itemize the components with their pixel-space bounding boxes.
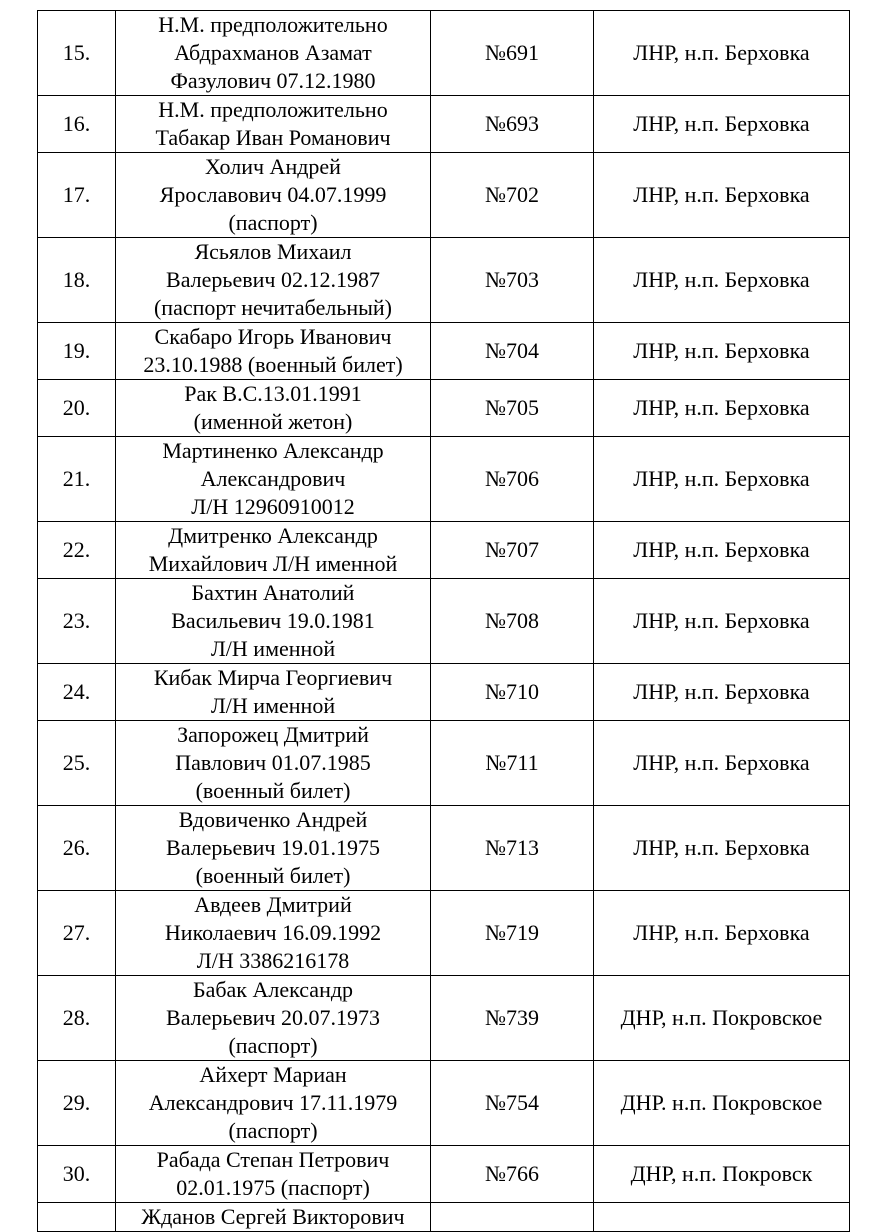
table-row (38, 721, 850, 806)
person-line: Айхерт Мариан (199, 1062, 347, 1087)
person-line: (паспорт) (228, 1033, 318, 1058)
person-line: 23.10.1988 (военный билет) (143, 352, 403, 377)
record-number: №708 (431, 579, 594, 664)
person-cell (116, 153, 431, 238)
record-number: №711 (431, 721, 594, 806)
table-row (38, 1146, 850, 1203)
person-line: Абдрахманов Азамат (174, 40, 372, 65)
person-line: Александрович 17.11.1979 (148, 1090, 398, 1115)
row-number: 18. (38, 238, 116, 323)
person-cell (116, 380, 431, 437)
person-line: Рак В.С.13.01.1991 (184, 381, 362, 406)
person-cell (116, 1061, 431, 1146)
person-line: Васильевич 19.0.1981 (171, 608, 375, 633)
location: ЛНР, н.п. Берховка (594, 153, 850, 238)
person-line: Ярославович 04.07.1999 (159, 182, 387, 207)
person-line: (именной жетон) (193, 409, 353, 434)
person-line: Николаевич 16.09.1992 (164, 920, 382, 945)
row-number: 27. (38, 891, 116, 976)
table-row (38, 1061, 850, 1146)
row-number: 25. (38, 721, 116, 806)
person-line: Холич Андрей (205, 154, 341, 179)
person-line: Кибак Мирча Георгиевич (153, 665, 393, 690)
person-line: Фазулович 07.12.1980 (170, 68, 376, 93)
person-line: Дмитренко Александр (168, 523, 378, 548)
location: ЛНР, н.п. Берховка (594, 380, 850, 437)
table-row (38, 1203, 850, 1232)
row-number: 17. (38, 153, 116, 238)
location (594, 1203, 850, 1232)
table-row (38, 522, 850, 579)
record-number: №710 (431, 664, 594, 721)
table-row (38, 323, 850, 380)
location: ЛНР, н.п. Берховка (594, 664, 850, 721)
person-cell (116, 806, 431, 891)
row-number: 29. (38, 1061, 116, 1146)
person-line: Запорожец Дмитрий (177, 722, 369, 747)
person-line: Н.М. предположительно (158, 12, 388, 37)
person-line: Л/Н именной (210, 693, 336, 718)
person-line: Бахтин Анатолий (191, 580, 355, 605)
location: ЛНР, н.п. Берховка (594, 323, 850, 380)
person-line: Валерьевич 02.12.1987 (166, 267, 380, 292)
row-number: 21. (38, 437, 116, 522)
person-line: Л/Н 12960910012 (191, 494, 355, 519)
person-line: Мартиненко Александр (162, 438, 384, 463)
table-row (38, 579, 850, 664)
person-line: Ясьялов Михаил (194, 239, 352, 264)
person-line: Вдовиченко Андрей (178, 807, 368, 832)
person-line: Михайлович Л/Н именной (148, 551, 398, 576)
person-line: Валерьевич 19.01.1975 (166, 835, 380, 860)
person-line: Рабада Степан Петрович (156, 1147, 390, 1172)
row-number: 24. (38, 664, 116, 721)
record-number: №702 (431, 153, 594, 238)
person-line: Жданов Сергей Викторович (141, 1204, 405, 1229)
person-line: (паспорт нечитабельный) (153, 295, 393, 320)
person-line: Табакар Иван Романович (155, 125, 391, 150)
person-line: Бабак Александр (192, 977, 354, 1002)
person-line: Валерьевич 20.07.1973 (166, 1005, 380, 1030)
person-line: (военный билет) (195, 863, 351, 888)
record-number: №719 (431, 891, 594, 976)
row-number: 28. (38, 976, 116, 1061)
table-row (38, 976, 850, 1061)
person-cell (116, 1203, 431, 1232)
row-number: 20. (38, 380, 116, 437)
table-row (38, 153, 850, 238)
person-cell (116, 522, 431, 579)
records-table (37, 10, 850, 1232)
record-number: №754 (431, 1061, 594, 1146)
record-number: №705 (431, 380, 594, 437)
person-line: Л/Н 3386216178 (196, 948, 350, 973)
row-number: 19. (38, 323, 116, 380)
location: ДНР. н.п. Покровское (594, 1061, 850, 1146)
person-cell (116, 976, 431, 1061)
person-line: Авдеев Дмитрий (194, 892, 352, 917)
person-cell (116, 96, 431, 153)
person-line: Александрович (200, 466, 346, 491)
location: ЛНР, н.п. Берховка (594, 437, 850, 522)
person-cell (116, 11, 431, 96)
table-row (38, 664, 850, 721)
person-cell (116, 1146, 431, 1203)
row-number: 30. (38, 1146, 116, 1203)
record-number: №691 (431, 11, 594, 96)
person-cell (116, 891, 431, 976)
person-line: Л/Н именной (210, 636, 336, 661)
record-number (431, 1203, 594, 1232)
person-line: (военный билет) (195, 778, 351, 803)
table-row (38, 380, 850, 437)
row-number: 15. (38, 11, 116, 96)
record-number: №706 (431, 437, 594, 522)
person-cell (116, 437, 431, 522)
location: ДНР, н.п. Покровское (594, 976, 850, 1061)
row-number: 16. (38, 96, 116, 153)
record-number: №739 (431, 976, 594, 1061)
row-number: 26. (38, 806, 116, 891)
location: ЛНР, н.п. Берховка (594, 579, 850, 664)
record-number: №766 (431, 1146, 594, 1203)
table-row (38, 238, 850, 323)
person-cell (116, 664, 431, 721)
record-number: №707 (431, 522, 594, 579)
location: ЛНР, н.п. Берховка (594, 238, 850, 323)
person-cell (116, 721, 431, 806)
row-number: 23. (38, 579, 116, 664)
record-number: №704 (431, 323, 594, 380)
row-number (38, 1203, 116, 1232)
location: ЛНР, н.п. Берховка (594, 11, 850, 96)
table-row (38, 11, 850, 96)
person-cell (116, 238, 431, 323)
person-line: Н.М. предположительно (158, 97, 388, 122)
record-number: №713 (431, 806, 594, 891)
person-line: (паспорт) (228, 210, 318, 235)
person-line: 02.01.1975 (паспорт) (176, 1175, 370, 1200)
table-row (38, 806, 850, 891)
table-row (38, 96, 850, 153)
records-table-body (38, 11, 850, 1232)
location: ДНР, н.п. Покровск (594, 1146, 850, 1203)
person-cell (116, 579, 431, 664)
location: ЛНР, н.п. Берховка (594, 891, 850, 976)
table-row (38, 437, 850, 522)
location: ЛНР, н.п. Берховка (594, 806, 850, 891)
location: ЛНР, н.п. Берховка (594, 721, 850, 806)
location: ЛНР, н.п. Берховка (594, 96, 850, 153)
record-number: №703 (431, 238, 594, 323)
table-row (38, 891, 850, 976)
record-number: №693 (431, 96, 594, 153)
row-number: 22. (38, 522, 116, 579)
person-line: (паспорт) (228, 1118, 318, 1143)
person-line: Павлович 01.07.1985 (175, 750, 371, 775)
person-line: Скабаро Игорь Иванович (154, 324, 392, 349)
person-cell (116, 323, 431, 380)
location: ЛНР, н.п. Берховка (594, 522, 850, 579)
